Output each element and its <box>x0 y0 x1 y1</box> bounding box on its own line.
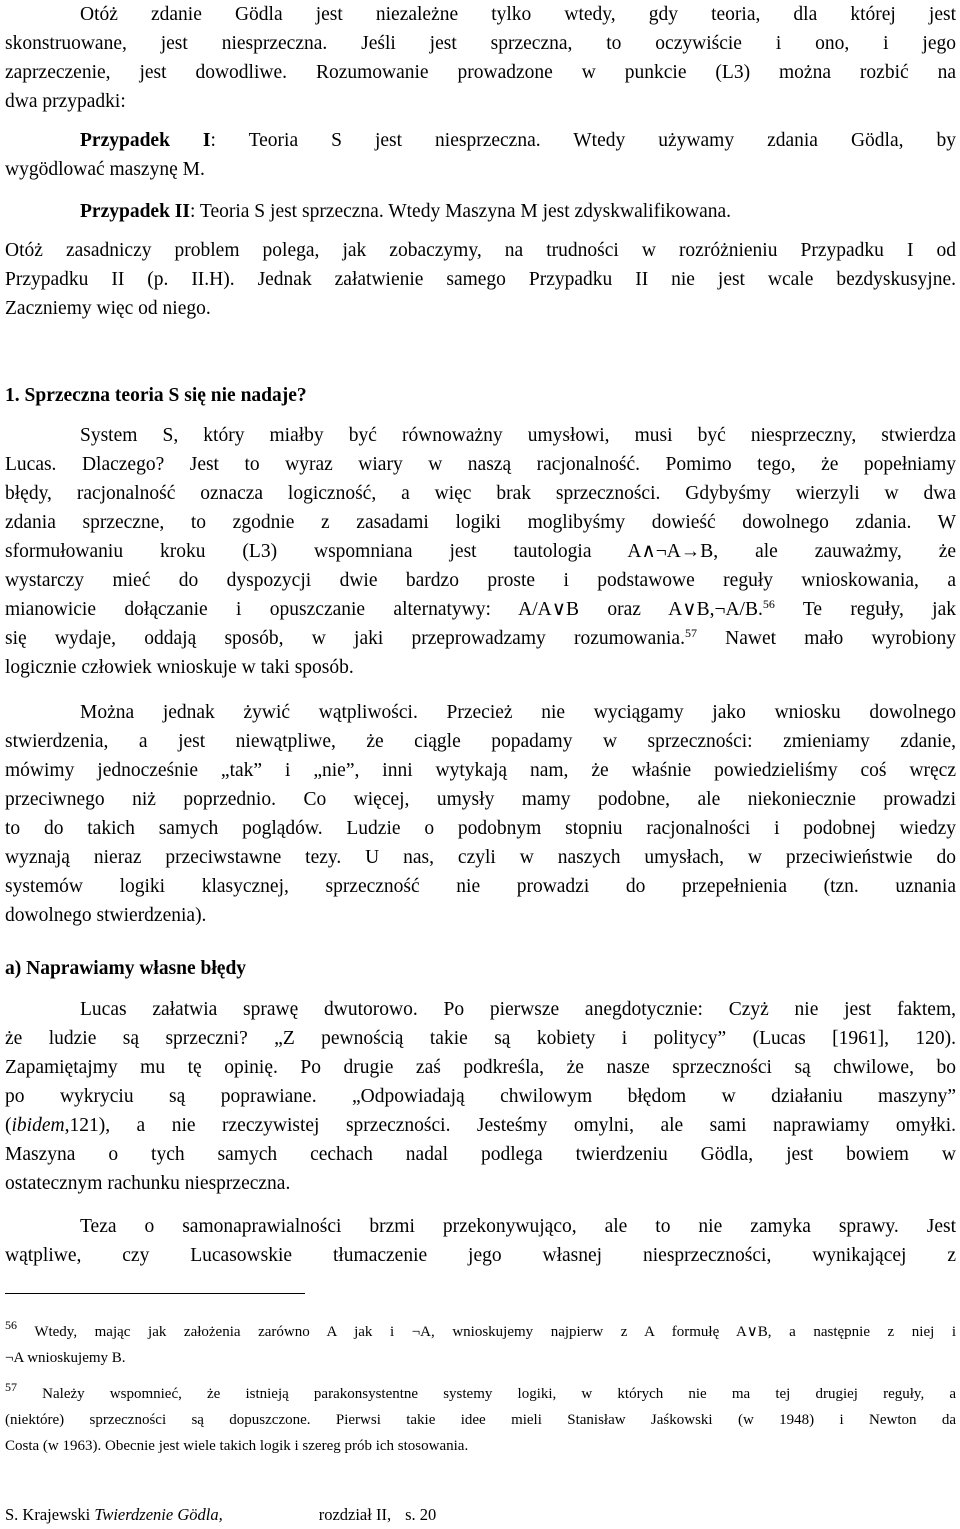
text-line: mówimy jednocześnie „tak” i „nie”, inni wytykają nam, że właśnie powiedzieliśmy coś wręcz <box>5 760 956 781</box>
case-two <box>5 197 956 226</box>
footnote-line <box>5 1381 956 1407</box>
text-line: wątpliwe, czy Lucasowskie tłumaczenie jego własnej niesprzeczności, wynikającej z <box>5 1245 956 1266</box>
case-one <box>5 126 956 184</box>
text-line: stwierdzenia, a jest niewątpliwe, że ciągle popadamy w sprzeczności: zmieniamy zdanie, <box>5 731 956 752</box>
footnote-text: Wtedy, mając jak założenia zarówno A jak i ¬A, wnioskujemy najpierw z A formułę A∨B, a następnie z niej i <box>34 1324 957 1340</box>
text-line: Można jednak żywić wątpliwości. Przecież nie wyciągamy jako wniosku dowolnego <box>80 702 956 723</box>
footnote-number: 56 <box>5 1318 17 1332</box>
footnote-text: Należy wspomnieć, że istnieją parakonsystentne systemy logiki, w których nie ma tej drugiej reguły, a <box>42 1386 957 1402</box>
text-line <box>5 1111 956 1140</box>
paragraph-doubts <box>5 698 956 930</box>
text-line <box>5 624 956 653</box>
footnote-line <box>5 1319 956 1345</box>
text-line: to do takich samych poglądów. Ludzie o podobnym stopniu racjonalności i podobnej wiedzy <box>5 818 956 839</box>
text-line: błędy, racjonalność oznacza logiczność, a więc brak sprzeczności. Gdybyśmy wierzyli w dwa <box>5 483 956 504</box>
footnote-line: (niektóre) sprzeczności są dopuszczone. Pierwsi takie idee mieli Stanisław Jaśkowski (w 1948) i Newton da <box>5 1412 956 1428</box>
text-line: zdania sprzeczne, to zgodnie z zasadami logiki moglibyśmy dowieść dowolnego zdania. W <box>5 512 956 533</box>
ibidem-citation: ibidem <box>11 1115 65 1136</box>
text-line: skonstruowane, jest niesprzeczna. Jeśli jest sprzeczna, to oczywiście i ono, i jego <box>5 33 956 54</box>
footnote-56 <box>5 1319 956 1371</box>
text-line: systemów logiki klasycznej, sprzeczność nie prowadzi do przepełnienia (tzn. uznania <box>5 876 956 897</box>
text-line: wystarczy mieć do dyspozycji dwie bardzo proste i podstawowe reguły wnioskowania, a <box>5 570 956 591</box>
text-line <box>5 595 956 624</box>
text-line: ostatecznym rachunku niesprzeczna. <box>5 1173 291 1194</box>
footer-page-number: s. 20 <box>405 1505 437 1524</box>
text-line: Otóż zdanie Gödla jest niezależne tylko wtedy, gdy teoria, dla której jest <box>80 4 956 25</box>
footer-chapter: rozdział II, <box>318 1505 392 1524</box>
text-line: System S, który miałby być równoważny umysłowi, musi być niesprzeczny, stwierdza <box>80 425 956 446</box>
text-line: wyznają nieraz przeciwstawne tezy. U nas, czyli w naszych umysłach, w przeciwieństwie do <box>5 847 956 868</box>
footnote-57 <box>5 1381 956 1459</box>
footnotes <box>5 1319 956 1459</box>
paragraph-teza <box>5 1212 956 1270</box>
footer-author: S. Krajewski <box>5 1505 91 1524</box>
subsection-heading: a) Naprawiamy własne błędy <box>5 958 247 979</box>
text-line: Zaczniemy więc od niego. <box>5 298 211 319</box>
case-one-label: Przypadek I <box>80 130 211 151</box>
paragraph-lucas <box>5 995 956 1198</box>
case-one-text: : Teoria S jest niesprzeczna. Wtedy używamy zdania Gödla, by <box>210 130 957 151</box>
text-fragment: ,121), a nie rzeczywistej sprzeczności. Jesteśmy omylni, ale sami naprawiamy omyłki. <box>64 1115 956 1136</box>
text-line: Teza o samonaprawialności brzmi przekonywująco, ale to nie zamyka sprawy. Jest <box>80 1216 956 1237</box>
text-fragment: Te reguły, jak <box>774 599 956 620</box>
text-line: Otóż zasadniczy problem polega, jak zobaczymy, na trudności w rozróżnieniu Przypadku I od <box>5 240 956 261</box>
text-line: sformułowaniu kroku (L3) wspomniana jest tautologia A∧¬A→B, ale zauważmy, że <box>5 541 956 562</box>
footnote-number: 57 <box>5 1380 17 1394</box>
text-line: zaprzeczenie, jest dowodliwe. Rozumowanie prowadzone w punkcie (L3) można rozbić na <box>5 62 956 83</box>
footnote-ref: 57 <box>684 626 697 640</box>
section-heading: 1. Sprzeczna teoria S się nie nadaje? <box>5 385 307 406</box>
text-fragment: mianowicie dołączanie i opuszczanie alternatywy: A/A∨B oraz A∨B,¬A/B. <box>5 599 763 620</box>
text-fragment: się wydaje, oddają sposób, w jaki przeprowadzamy rozumowania. <box>5 628 685 649</box>
text-fragment: Nawet mało wyrobiony <box>696 628 956 649</box>
page-footer <box>5 1504 436 1526</box>
text-line: po wykryciu są poprawiane. „Odpowiadają chwilowym błędom w działaniu maszyny” <box>5 1086 956 1107</box>
case-two-line <box>5 197 956 226</box>
text-fragment: ( <box>5 1115 12 1136</box>
footer-title: Twierdzenie Gödla, <box>94 1505 223 1524</box>
text-line: Zapamiętajmy mu tę opinię. Po drugie zaś podkreśla, że nasze sprzeczności są chwilowe, bo <box>5 1057 956 1078</box>
text-line: logicznie człowiek wnioskuje w taki sposób. <box>5 657 354 678</box>
footnote-ref: 56 <box>762 597 775 611</box>
text-line: Przypadku II (p. II.H). Jednak załatwienie samego Przypadku II nie jest wcale bezdyskusyjne. <box>5 269 956 290</box>
footnote-line: Costa (w 1963). Obecnie jest wiele takich logik i szereg prób ich stosowania. <box>5 1438 469 1454</box>
text-line: że ludzie są sprzeczni? „Z pewnością takie są kobiety i politycy” (Lucas [1961], 120). <box>5 1028 956 1049</box>
case-one-line <box>5 126 956 155</box>
text-line: Lucas. Dlaczego? Jest to wyraz wiary w naszą racjonalność. Pomimo tego, że popełniamy <box>5 454 956 475</box>
paragraph-system <box>5 421 956 682</box>
paragraph-intro <box>5 0 956 116</box>
case-one-line: wygödlować maszynę M. <box>5 159 205 180</box>
text-line: przeciwnego niż poprzednio. Co więcej, umysły mamy podobne, ale niekoniecznie prowadzi <box>5 789 956 810</box>
text-line: dwa przypadki: <box>5 91 126 112</box>
footnote-line: ¬A wnioskujemy B. <box>5 1350 126 1366</box>
text-line: Maszyna o tych samych cechach nadal podlega twierdzeniu Gödla, jest bowiem w <box>5 1144 956 1165</box>
text-line: dowolnego stwierdzenia). <box>5 905 207 926</box>
case-two-label: Przypadek II <box>80 201 190 222</box>
text-line: Lucas załatwia sprawę dwutorowo. Po pierwsze anegdotycznie: Czyż nie jest faktem, <box>80 999 956 1020</box>
footnote-separator <box>5 1293 305 1294</box>
case-two-text: : Teoria S jest sprzeczna. Wtedy Maszyna M jest zdyskwalifikowana. <box>189 201 732 222</box>
paragraph-problem <box>5 236 956 323</box>
